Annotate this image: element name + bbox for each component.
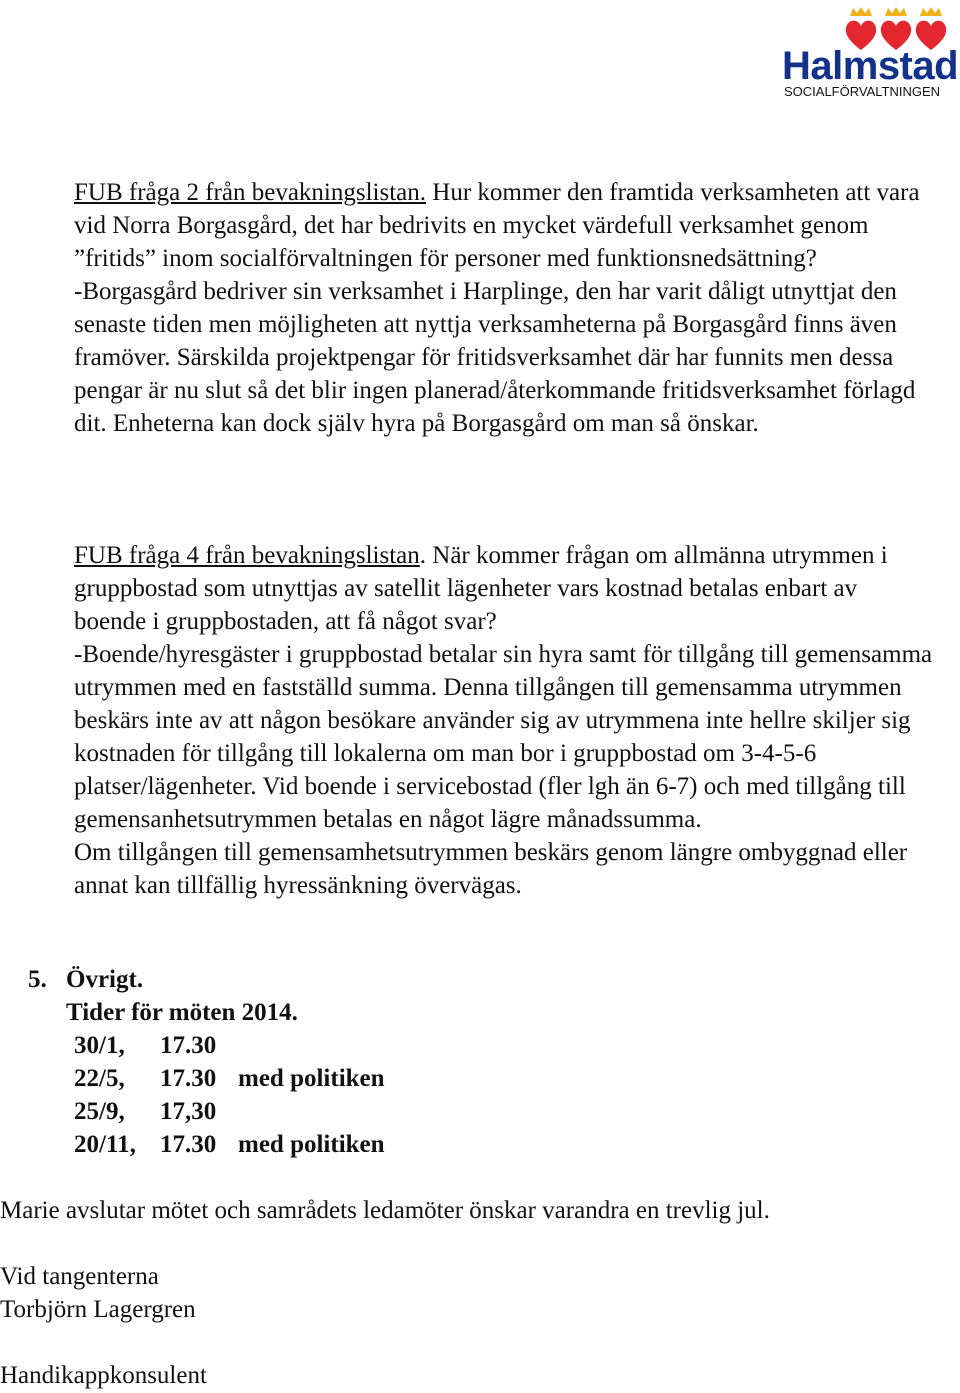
meeting-time: 17.30 <box>160 1032 217 1059</box>
meeting-time: 17,30 <box>160 1098 217 1125</box>
meeting-row <box>74 1062 385 1095</box>
signature <box>0 1260 196 1326</box>
signature-title: Handikappkonsulent <box>0 1362 207 1389</box>
meeting-row <box>74 1095 385 1128</box>
question-2-link[interactable]: FUB fråga 2 från bevakningslistan. <box>74 179 427 206</box>
question-2 <box>74 176 934 275</box>
question-4-block <box>74 539 934 902</box>
halmstad-logo <box>778 4 960 100</box>
meeting-row <box>74 1029 385 1062</box>
logo-name: Halmstad <box>782 44 959 88</box>
question-4 <box>74 539 934 638</box>
answer-4-continued: Om tillgången till gemensamhetsutrymmen beskärs genom längre ombyggnad eller annat kan tillfällig hyressänkning övervägas. <box>74 839 908 899</box>
meeting-note: med politiken <box>238 1131 385 1158</box>
question-4-text: . När kommer frågan om allmänna utrymmen i gruppbostad som utnyttjas av satellit lägenheter vars kostnad betalas enbart av boende i gruppbostaden, att få något svar? <box>74 542 888 635</box>
meeting-date: 22/5, <box>74 1065 125 1092</box>
meeting-times <box>74 1029 385 1161</box>
meeting-time: 17.30 <box>160 1065 217 1092</box>
logo-department: SOCIALFÖRVALTNINGEN <box>784 84 941 99</box>
signature-line: Vid tangenterna <box>0 1263 159 1290</box>
answer-4: -Boende/hyresgäster i gruppbostad betalar sin hyra samt för tillgång till gemensamma utrymmen med en fastställd summa. Denna tillgången till gemensamma utrymmen beskärs inte av att någon besökare använder sig av utrymmena inte hellre skiljer sig kostnaden för tillgång till lokalerna om man bor i gruppbostad om 3-4-5-6 platser/lägenheter. Vid boende i servicebostad (fler lgh än 6-7) och med tillgång till gemensanhetsutrymmen betalas en något lägre månadssumma. <box>74 641 933 833</box>
closing-text: Marie avslutar mötet och samrådets ledamöter önskar varandra en trevlig jul. <box>0 1197 770 1224</box>
section-subheading: Tider för möten 2014. <box>66 999 298 1026</box>
section-ovrigt <box>28 963 298 1029</box>
meeting-date: 20/11, <box>74 1131 136 1158</box>
question-2-text: Hur kommer den framtida verksamheten att vara vid Norra Borgasgård, det har bedrivits en mycket värdefull verksamhet genom ”fritids” inom socialförvaltningen för personer med funktionsnedsättning? <box>74 179 920 272</box>
section-number: 5. <box>28 966 47 993</box>
meeting-date: 25/9, <box>74 1098 125 1125</box>
signature-name: Torbjörn Lagergren <box>0 1296 196 1323</box>
meeting-note: med politiken <box>238 1065 385 1092</box>
meeting-row <box>74 1128 385 1161</box>
question-2-block <box>74 176 934 440</box>
answer-2: -Borgasgård bedriver sin verksamhet i Harplinge, den har varit dåligt utnyttjat den senaste tiden men möjligheten att nyttja verksamheterna på Borgasgård finns även framöver. Särskilda projektpengar för fritidsverksamhet där har funnits men dessa pengar är nu slut så det blir ingen planerad/återkommande fritidsverksamhet förlagd dit. Enheterna kan dock själv hyra på Borgasgård om man så önskar. <box>74 278 916 437</box>
meeting-time: 17.30 <box>160 1131 217 1158</box>
question-4-link[interactable]: FUB fråga 4 från bevakningslistan <box>74 542 420 569</box>
meeting-date: 30/1, <box>74 1032 125 1059</box>
section-heading: Övrigt. <box>66 966 144 993</box>
